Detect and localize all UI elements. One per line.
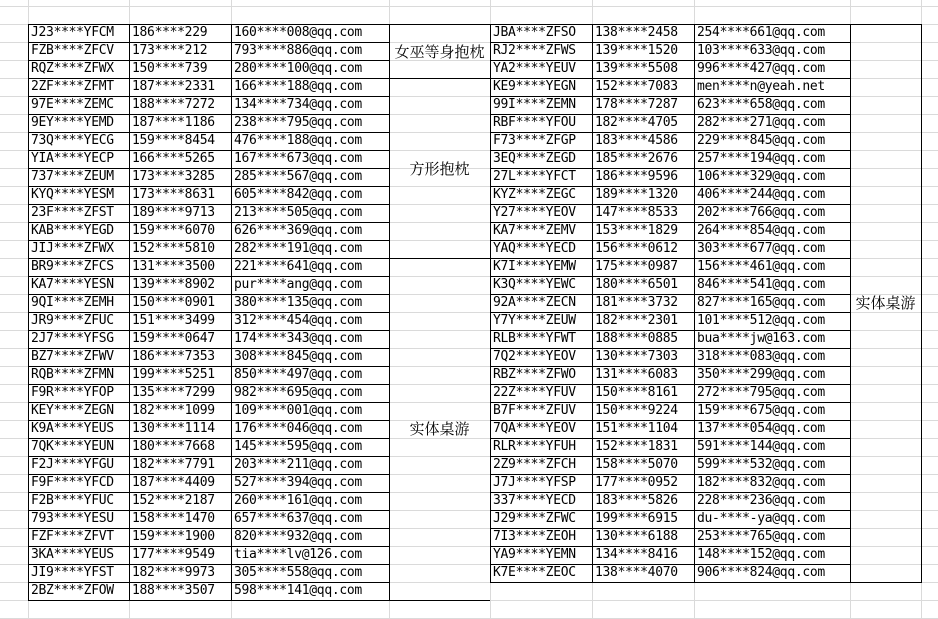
right-cell-email[interactable]: 254****661@qq.com <box>697 25 825 40</box>
border-line <box>490 24 850 25</box>
border-line <box>490 528 850 529</box>
border-line <box>28 276 389 277</box>
left-cell-id[interactable]: YIA****YECP <box>31 151 114 166</box>
border-line <box>28 420 389 421</box>
left-cell-email[interactable]: 982****695@qq.com <box>234 385 362 400</box>
border-line <box>28 330 389 331</box>
right-cell-email[interactable]: men****n@yeah.net <box>697 79 825 94</box>
border-line <box>490 384 850 385</box>
border-line <box>28 582 389 583</box>
right-cell-phone[interactable]: 182****4705 <box>595 115 678 130</box>
right-cell-id[interactable]: 3EQ****ZEGD <box>493 151 576 166</box>
left-cell-id[interactable]: BZ7****ZFWV <box>31 349 114 364</box>
left-cell-phone[interactable]: 173****8631 <box>132 187 215 202</box>
border-line <box>28 150 389 151</box>
right-cell-email[interactable]: 827****165@qq.com <box>697 295 825 310</box>
left-cell-phone[interactable]: 139****8902 <box>132 277 215 292</box>
border-line <box>28 222 389 223</box>
left-cell-email[interactable]: 850****497@qq.com <box>234 367 362 382</box>
left-cell-id[interactable]: 73Q****YECG <box>31 133 114 148</box>
right-cell-phone[interactable]: 177****0952 <box>595 475 678 490</box>
right-cell-id[interactable]: 2Z9****ZFCH <box>493 457 576 472</box>
right-cell-id[interactable]: RBZ****ZFWO <box>493 367 576 382</box>
left-cell-email[interactable]: 605****842@qq.com <box>234 187 362 202</box>
right-cell-phone[interactable]: 156****0612 <box>595 241 678 256</box>
left-cell-phone[interactable]: 166****5265 <box>132 151 215 166</box>
right-cell-email[interactable]: 996****427@qq.com <box>697 61 825 76</box>
right-cell-id[interactable]: YA9****YEMN <box>493 547 576 562</box>
border-line <box>490 582 850 583</box>
left-cell-email[interactable]: 166****188@qq.com <box>234 79 362 94</box>
right-cell-id[interactable]: J29****ZFWC <box>493 511 576 526</box>
border-line <box>490 186 850 187</box>
left-cell-email[interactable]: 238****795@qq.com <box>234 115 362 130</box>
left-cell-phone[interactable]: 173****212 <box>132 43 208 58</box>
left-cell-id[interactable]: 3KA****YEUS <box>31 547 114 562</box>
right-cell-phone[interactable]: 178****7287 <box>595 97 678 112</box>
right-cell-phone[interactable]: 138****4070 <box>595 565 678 580</box>
left-cell-email[interactable]: pur****ang@qq.com <box>234 277 362 292</box>
border-line <box>694 24 695 583</box>
border-line <box>28 438 389 439</box>
left-cell-email[interactable]: 285****567@qq.com <box>234 169 362 184</box>
border-line <box>389 600 490 601</box>
left-cell-email[interactable]: 282****191@qq.com <box>234 241 362 256</box>
left-cell-id[interactable]: FZB****ZFCV <box>31 43 114 58</box>
left-cell-phone[interactable]: 173****3285 <box>132 169 215 184</box>
border-line <box>490 114 850 115</box>
right-cell-email[interactable]: 103****633@qq.com <box>697 43 825 58</box>
right-cell-id[interactable]: KE9****YEGN <box>493 79 576 94</box>
left-cell-phone[interactable]: 159****6070 <box>132 223 215 238</box>
border-line <box>490 420 850 421</box>
left-cell-phone[interactable]: 199****5251 <box>132 367 215 382</box>
right-cell-email[interactable]: 101****512@qq.com <box>697 313 825 328</box>
border-line <box>28 96 389 97</box>
left-cell-email[interactable]: 626****369@qq.com <box>234 223 362 238</box>
right-cell-id[interactable]: RBF****YFOU <box>493 115 576 130</box>
right-cell-id[interactable]: 7Q2****YEOV <box>493 349 576 364</box>
right-cell-phone[interactable]: 134****8416 <box>595 547 678 562</box>
border-line <box>490 60 850 61</box>
left-cell-phone[interactable]: 150****0901 <box>132 295 215 310</box>
group-label-board-game-right[interactable]: 实体桌游 <box>855 293 916 312</box>
border-line <box>592 24 593 583</box>
left-cell-id[interactable]: BR9****ZFCS <box>31 259 114 274</box>
border-line <box>490 474 850 475</box>
right-cell-id[interactable]: 7QA****YEOV <box>493 421 576 436</box>
right-cell-phone[interactable]: 151****1104 <box>595 421 678 436</box>
left-cell-id[interactable]: F9R****YFOP <box>31 385 114 400</box>
left-cell-phone[interactable]: 189****9713 <box>132 205 215 220</box>
right-cell-id[interactable]: 99I****ZEMN <box>493 97 576 112</box>
left-cell-id[interactable]: J23****YFCM <box>31 25 114 40</box>
right-cell-email[interactable]: 303****677@qq.com <box>697 241 825 256</box>
border-line <box>28 600 389 601</box>
right-cell-id[interactable]: JBA****ZFSO <box>493 25 576 40</box>
right-cell-id[interactable]: 27L****YFCT <box>493 169 576 184</box>
border-line <box>490 438 850 439</box>
left-cell-id[interactable]: 23F****ZFST <box>31 205 114 220</box>
right-cell-id[interactable]: F73****ZFGP <box>493 133 576 148</box>
border-line <box>28 474 389 475</box>
right-cell-phone[interactable]: 180****6501 <box>595 277 678 292</box>
right-cell-email[interactable]: 272****795@qq.com <box>697 385 825 400</box>
right-cell-phone[interactable]: 138****2458 <box>595 25 678 40</box>
left-cell-email[interactable]: 167****673@qq.com <box>234 151 362 166</box>
right-cell-phone[interactable]: 150****8161 <box>595 385 678 400</box>
border-line <box>28 132 389 133</box>
border-line <box>490 78 850 79</box>
left-cell-id[interactable]: KYQ****YESM <box>31 187 114 202</box>
left-cell-email[interactable]: 527****394@qq.com <box>234 475 362 490</box>
left-cell-phone[interactable]: 187****4409 <box>132 475 215 490</box>
right-cell-phone[interactable]: 150****9224 <box>595 403 678 418</box>
left-cell-email[interactable]: 380****135@qq.com <box>234 295 362 310</box>
right-cell-id[interactable]: 22Z****YFUV <box>493 385 576 400</box>
border-line <box>490 24 491 583</box>
left-cell-id[interactable]: 9QI****ZEMH <box>31 295 114 310</box>
border-line <box>28 78 389 79</box>
left-cell-id[interactable]: 97E****ZEMC <box>31 97 114 112</box>
border-line <box>490 546 850 547</box>
right-cell-email[interactable]: 599****532@qq.com <box>697 457 825 472</box>
right-cell-email[interactable]: 257****194@qq.com <box>697 151 825 166</box>
right-cell-id[interactable]: 337****YECD <box>493 493 576 508</box>
left-cell-id[interactable]: 2BZ****ZFOW <box>31 583 114 598</box>
left-cell-id[interactable]: F2B****YFUC <box>31 493 114 508</box>
right-cell-id[interactable]: B7F****ZFUV <box>493 403 576 418</box>
right-cell-email[interactable]: 282****271@qq.com <box>697 115 825 130</box>
border-line <box>28 546 389 547</box>
border-line <box>28 42 389 43</box>
left-cell-phone[interactable]: 152****2187 <box>132 493 215 508</box>
right-cell-email[interactable]: 591****144@qq.com <box>697 439 825 454</box>
right-cell-email[interactable]: du-****-ya@qq.com <box>697 511 825 526</box>
right-cell-email[interactable]: 156****461@qq.com <box>697 259 825 274</box>
left-cell-phone[interactable]: 187****2331 <box>132 79 215 94</box>
left-cell-email[interactable]: 160****008@qq.com <box>234 25 362 40</box>
left-cell-phone[interactable]: 187****1186 <box>132 115 215 130</box>
right-cell-id[interactable]: RLR****YFUH <box>493 439 576 454</box>
left-cell-email[interactable]: 598****141@qq.com <box>234 583 362 598</box>
border-line <box>28 528 389 529</box>
left-cell-id[interactable]: JIJ****ZFWX <box>31 241 114 256</box>
border-line <box>28 258 389 259</box>
left-cell-email[interactable]: 109****001@qq.com <box>234 403 362 418</box>
right-cell-email[interactable]: 846****541@qq.com <box>697 277 825 292</box>
right-cell-email[interactable]: 182****832@qq.com <box>697 475 825 490</box>
border-line <box>490 564 850 565</box>
border-line <box>490 258 850 259</box>
left-cell-phone[interactable]: 180****7668 <box>132 439 215 454</box>
right-cell-phone[interactable]: 158****5070 <box>595 457 678 472</box>
left-cell-id[interactable]: 9EY****YEMD <box>31 115 114 130</box>
border-line <box>28 366 389 367</box>
right-cell-id[interactable]: K7E****ZEOC <box>493 565 576 580</box>
left-cell-phone[interactable]: 150****739 <box>132 61 208 76</box>
left-cell-email[interactable]: tia****lv@126.com <box>234 547 362 562</box>
left-cell-id[interactable]: K9A****YEUS <box>31 421 114 436</box>
left-cell-email[interactable]: 203****211@qq.com <box>234 457 362 472</box>
right-cell-phone[interactable]: 189****1320 <box>595 187 678 202</box>
right-cell-id[interactable]: KA7****ZEMV <box>493 223 576 238</box>
left-cell-phone[interactable]: 159****1900 <box>132 529 215 544</box>
right-cell-email[interactable]: 264****854@qq.com <box>697 223 825 238</box>
right-cell-phone[interactable]: 199****6915 <box>595 511 678 526</box>
border-line <box>490 510 850 511</box>
border-line <box>28 24 389 25</box>
left-cell-email[interactable]: 280****100@qq.com <box>234 61 362 76</box>
border-line <box>28 510 389 511</box>
left-cell-phone[interactable]: 159****8454 <box>132 133 215 148</box>
border-line <box>129 24 130 601</box>
left-cell-phone[interactable]: 151****3499 <box>132 313 215 328</box>
left-cell-email[interactable]: 305****558@qq.com <box>234 565 362 580</box>
border-line <box>28 24 29 601</box>
right-cell-phone[interactable]: 147****8533 <box>595 205 678 220</box>
border-line <box>28 402 389 403</box>
left-cell-phone[interactable]: 186****7353 <box>132 349 215 364</box>
right-cell-phone[interactable]: 152****1831 <box>595 439 678 454</box>
border-line <box>921 24 922 583</box>
right-cell-id[interactable]: YA2****YEUV <box>493 61 576 76</box>
border-line <box>490 132 850 133</box>
left-cell-email[interactable]: 221****641@qq.com <box>234 259 362 274</box>
left-cell-phone[interactable]: 188****3507 <box>132 583 215 598</box>
right-cell-email[interactable]: 350****299@qq.com <box>697 367 825 382</box>
right-cell-id[interactable]: 7I3****ZEOH <box>493 529 576 544</box>
grid-line <box>0 6 938 7</box>
right-cell-id[interactable]: Y7Y****ZEUW <box>493 313 576 328</box>
right-cell-id[interactable]: Y27****YEOV <box>493 205 576 220</box>
right-cell-email[interactable]: 202****766@qq.com <box>697 205 825 220</box>
left-cell-phone[interactable]: 177****9549 <box>132 547 215 562</box>
border-line <box>490 330 850 331</box>
border-line <box>490 42 850 43</box>
border-line <box>490 240 850 241</box>
left-cell-phone[interactable]: 188****7272 <box>132 97 215 112</box>
right-cell-email[interactable]: 253****765@qq.com <box>697 529 825 544</box>
right-cell-phone[interactable]: 152****7083 <box>595 79 678 94</box>
right-cell-phone[interactable]: 130****6188 <box>595 529 678 544</box>
right-cell-phone[interactable]: 188****0885 <box>595 331 678 346</box>
left-cell-id[interactable]: FZF****ZFVT <box>31 529 114 544</box>
left-cell-phone[interactable]: 135****7299 <box>132 385 215 400</box>
border-line <box>28 312 389 313</box>
right-cell-id[interactable]: KYZ****ZEGC <box>493 187 576 202</box>
border-line <box>490 294 850 295</box>
border-line <box>490 222 850 223</box>
left-cell-email[interactable]: 312****454@qq.com <box>234 313 362 328</box>
right-cell-phone[interactable]: 181****3732 <box>595 295 678 310</box>
border-line <box>389 258 490 259</box>
left-cell-id[interactable]: KAB****YEGD <box>31 223 114 238</box>
border-line <box>490 150 850 151</box>
left-cell-email[interactable]: 176****046@qq.com <box>234 421 362 436</box>
border-line <box>490 312 850 313</box>
right-cell-id[interactable]: YAQ****YECD <box>493 241 576 256</box>
right-cell-id[interactable]: RLB****YFWT <box>493 331 576 346</box>
left-cell-phone[interactable]: 182****9973 <box>132 565 215 580</box>
left-cell-email[interactable]: 145****595@qq.com <box>234 439 362 454</box>
border-line <box>231 24 232 601</box>
right-cell-email[interactable]: 406****244@qq.com <box>697 187 825 202</box>
border-line <box>490 348 850 349</box>
left-cell-email[interactable]: 820****932@qq.com <box>234 529 362 544</box>
right-cell-email[interactable]: 137****054@qq.com <box>697 421 825 436</box>
right-cell-email[interactable]: 159****675@qq.com <box>697 403 825 418</box>
border-line <box>389 24 490 25</box>
left-cell-id[interactable]: KA7****YESN <box>31 277 114 292</box>
border-line <box>28 492 389 493</box>
border-line <box>28 456 389 457</box>
right-cell-phone[interactable]: 131****6083 <box>595 367 678 382</box>
border-line <box>490 96 850 97</box>
border-line <box>28 204 389 205</box>
left-cell-email[interactable]: 793****886@qq.com <box>234 43 362 58</box>
right-cell-email[interactable]: 623****658@qq.com <box>697 97 825 112</box>
border-line <box>389 78 490 79</box>
right-cell-phone[interactable]: 139****5508 <box>595 61 678 76</box>
left-cell-phone[interactable]: 131****3500 <box>132 259 215 274</box>
border-line <box>490 402 850 403</box>
left-cell-id[interactable]: F9F****YFCD <box>31 475 114 490</box>
left-cell-id[interactable]: KEY****ZEGN <box>31 403 114 418</box>
right-cell-id[interactable]: K3Q****YEWC <box>493 277 576 292</box>
border-line <box>850 582 921 583</box>
right-cell-phone[interactable]: 182****2301 <box>595 313 678 328</box>
left-cell-phone[interactable]: 152****5810 <box>132 241 215 256</box>
border-line <box>490 276 850 277</box>
left-cell-id[interactable]: 2ZF****ZFMT <box>31 79 114 94</box>
left-cell-phone[interactable]: 158****1470 <box>132 511 215 526</box>
right-cell-id[interactable]: J7J****YFSP <box>493 475 576 490</box>
left-cell-id[interactable]: JI9****YFST <box>31 565 114 580</box>
group-label-witch-pillow[interactable]: 女巫等身抱枕 <box>394 42 485 61</box>
border-line <box>389 24 390 601</box>
border-line <box>28 114 389 115</box>
right-cell-email[interactable]: 106****329@qq.com <box>697 169 825 184</box>
left-cell-phone[interactable]: 182****1099 <box>132 403 215 418</box>
left-cell-email[interactable]: 476****188@qq.com <box>234 133 362 148</box>
left-cell-id[interactable]: 2J7****YFSG <box>31 331 114 346</box>
left-cell-email[interactable]: 134****734@qq.com <box>234 97 362 112</box>
right-cell-phone[interactable]: 183****5826 <box>595 493 678 508</box>
right-cell-email[interactable]: bua****jw@163.com <box>697 331 825 346</box>
left-cell-id[interactable]: F2J****YFGU <box>31 457 114 472</box>
border-line <box>490 366 850 367</box>
right-cell-phone[interactable]: 186****9596 <box>595 169 678 184</box>
right-cell-phone[interactable]: 130****7303 <box>595 349 678 364</box>
border-line <box>490 492 850 493</box>
border-line <box>490 204 850 205</box>
left-cell-email[interactable]: 657****637@qq.com <box>234 511 362 526</box>
left-cell-email[interactable]: 260****161@qq.com <box>234 493 362 508</box>
right-cell-email[interactable]: 228****236@qq.com <box>697 493 825 508</box>
left-cell-id[interactable]: RQB****ZFMN <box>31 367 114 382</box>
group-label-square-pillow[interactable]: 方形抱枕 <box>409 159 470 178</box>
border-line <box>28 294 389 295</box>
border-line <box>28 60 389 61</box>
border-line <box>850 24 851 583</box>
right-cell-phone[interactable]: 175****0987 <box>595 259 678 274</box>
left-cell-email[interactable]: 174****343@qq.com <box>234 331 362 346</box>
left-cell-id[interactable]: 793****YESU <box>31 511 114 526</box>
right-cell-phone[interactable]: 185****2676 <box>595 151 678 166</box>
right-cell-id[interactable]: K7I****YEMW <box>493 259 576 274</box>
border-line <box>28 186 389 187</box>
border-line <box>28 240 389 241</box>
left-cell-id[interactable]: 737****ZEUM <box>31 169 114 184</box>
right-cell-email[interactable]: 906****824@qq.com <box>697 565 825 580</box>
right-cell-id[interactable]: 92A****ZECN <box>493 295 576 310</box>
right-cell-id[interactable]: RJ2****ZFWS <box>493 43 576 58</box>
border-line <box>28 348 389 349</box>
right-cell-email[interactable]: 318****083@qq.com <box>697 349 825 364</box>
border-line <box>28 564 389 565</box>
right-cell-phone[interactable]: 153****1829 <box>595 223 678 238</box>
right-cell-phone[interactable]: 183****4586 <box>595 133 678 148</box>
right-cell-email[interactable]: 229****845@qq.com <box>697 133 825 148</box>
left-cell-phone[interactable]: 186****229 <box>132 25 208 40</box>
left-cell-id[interactable]: JR9****ZFUC <box>31 313 114 328</box>
border-line <box>28 384 389 385</box>
border-line <box>850 24 921 25</box>
left-cell-phone[interactable]: 130****1114 <box>132 421 215 436</box>
right-cell-phone[interactable]: 139****1520 <box>595 43 678 58</box>
border-line <box>490 168 850 169</box>
left-cell-id[interactable]: RQZ****ZFWX <box>31 61 114 76</box>
left-cell-email[interactable]: 308****845@qq.com <box>234 349 362 364</box>
left-cell-id[interactable]: 7QK****YEUN <box>31 439 114 454</box>
left-cell-phone[interactable]: 182****7791 <box>132 457 215 472</box>
right-cell-email[interactable]: 148****152@qq.com <box>697 547 825 562</box>
group-label-board-game-left[interactable]: 实体桌游 <box>409 419 470 438</box>
border-line <box>28 168 389 169</box>
left-cell-phone[interactable]: 159****0647 <box>132 331 215 346</box>
border-line <box>490 456 850 457</box>
left-cell-email[interactable]: 213****505@qq.com <box>234 205 362 220</box>
